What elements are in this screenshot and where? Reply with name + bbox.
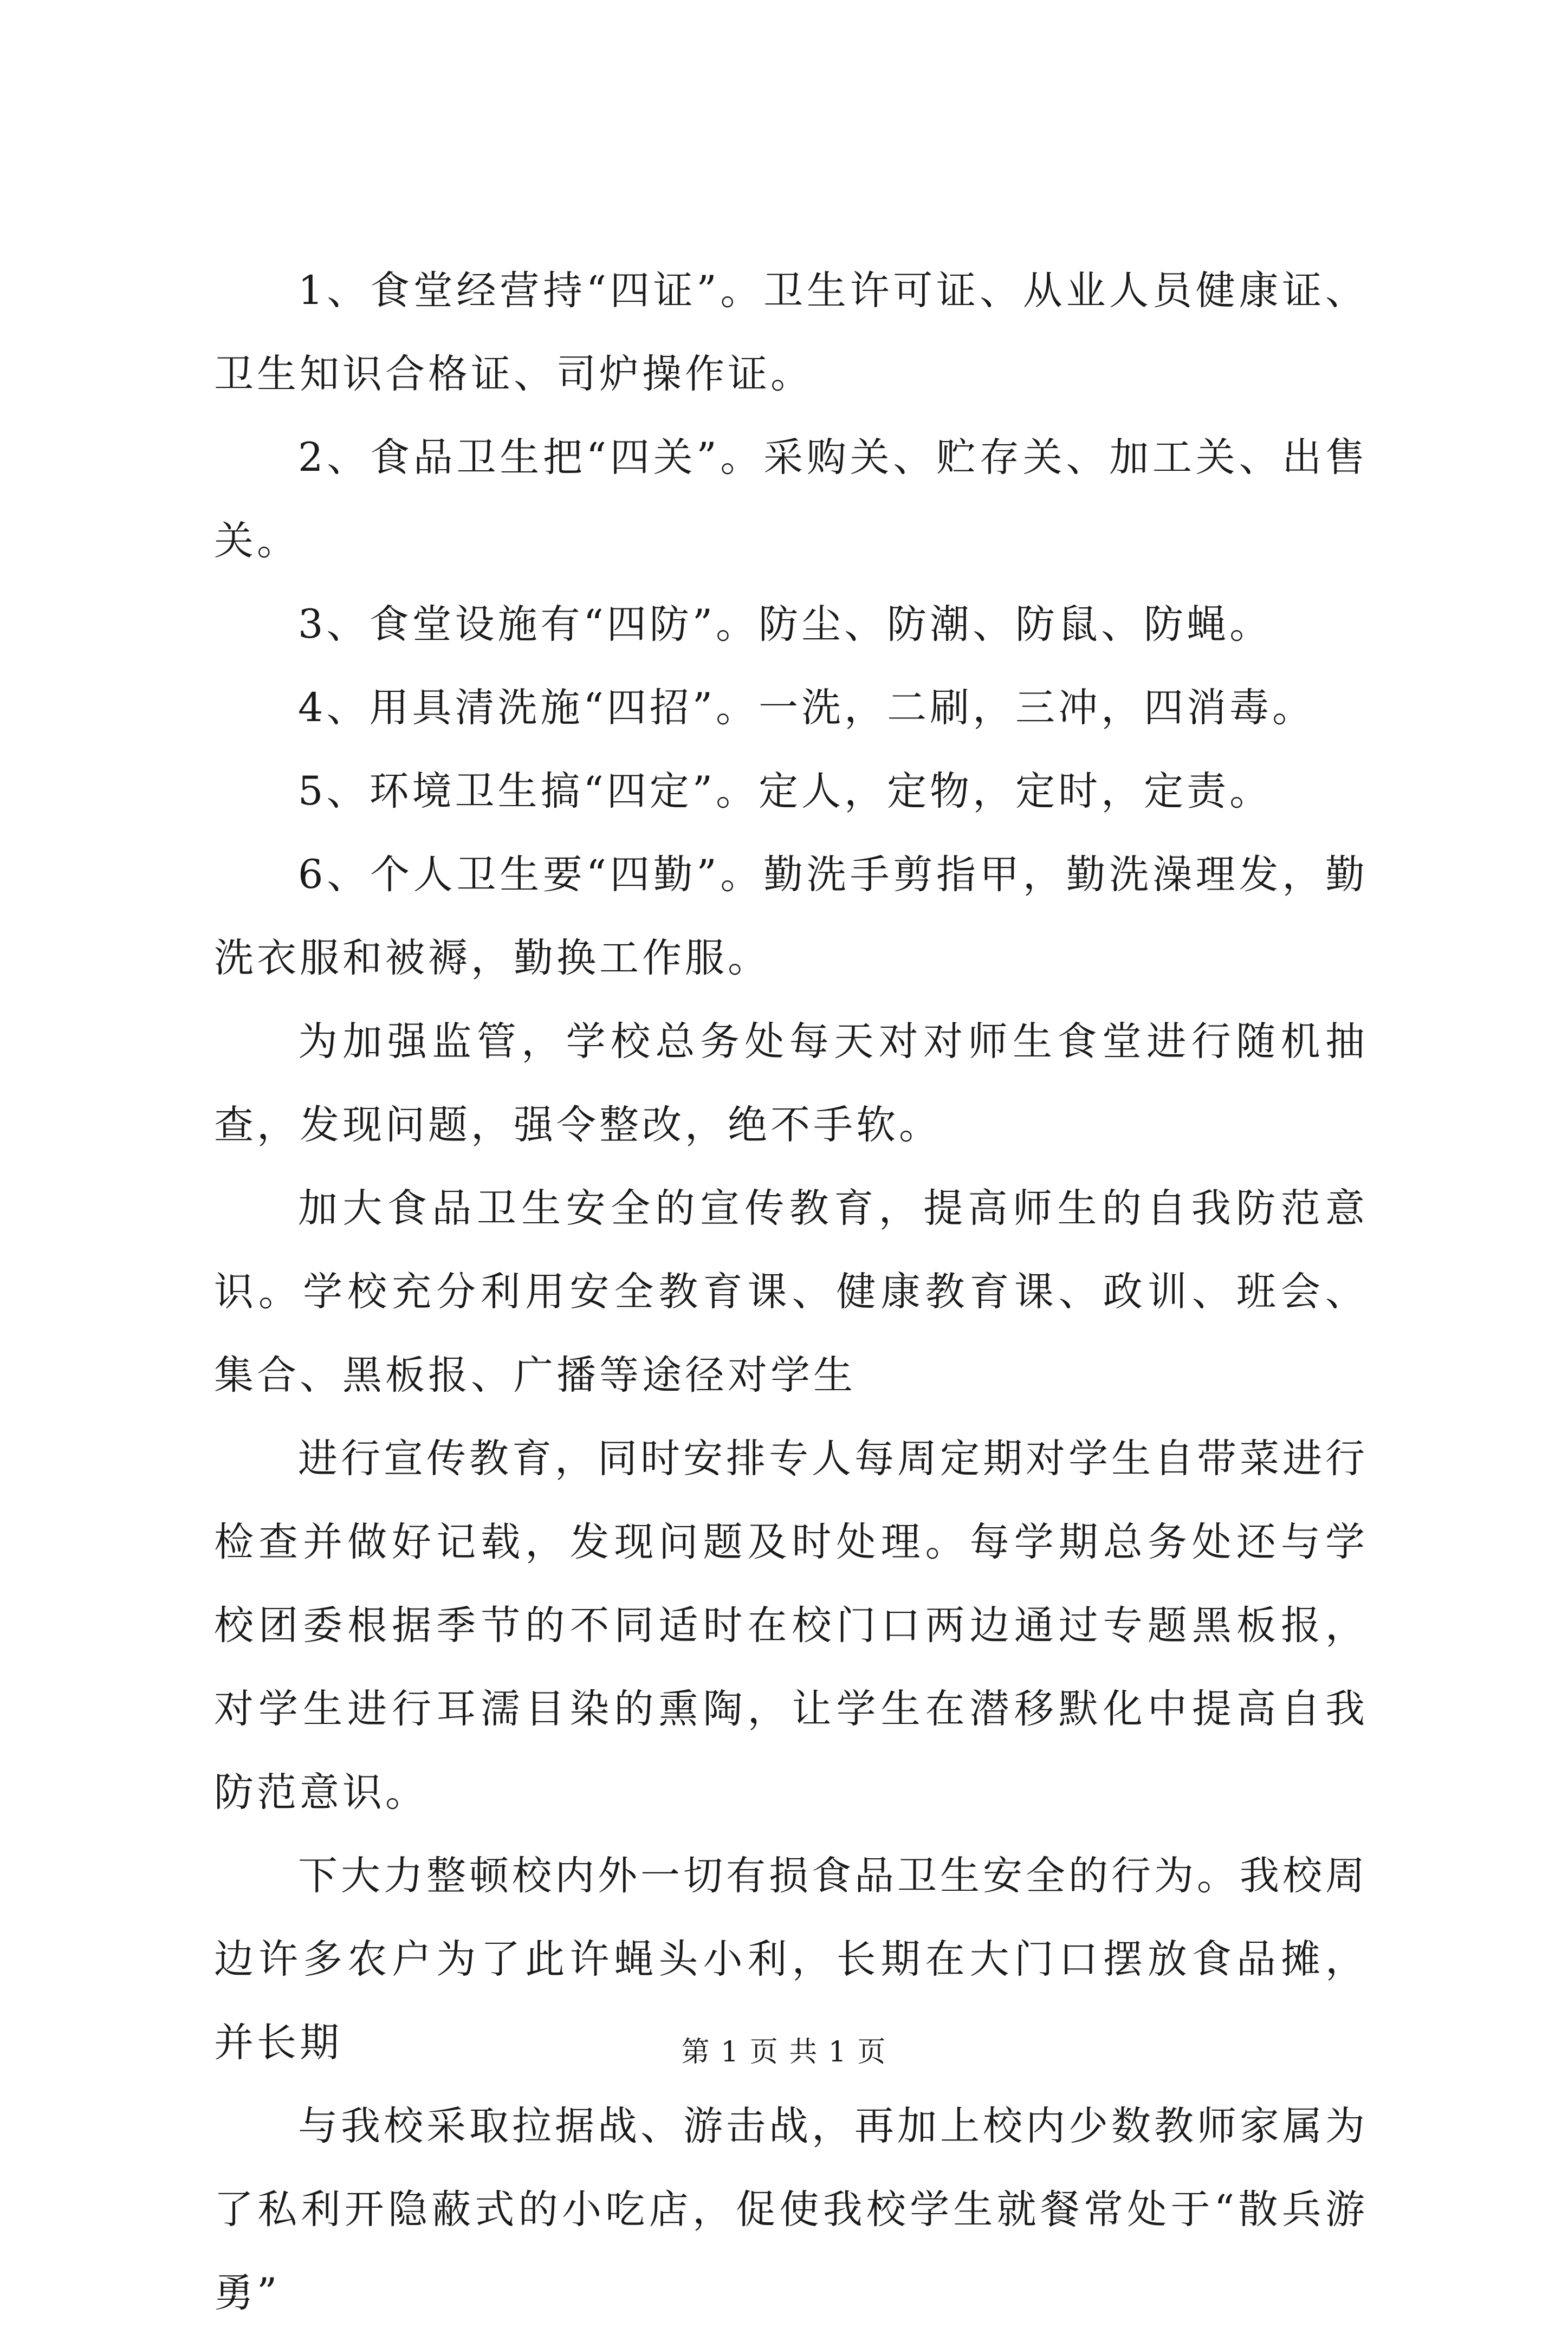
document-body bbox=[214, 249, 1368, 2335]
paragraph-rectification: 下大力整顿校内外一切有损食品卫生安全的行为。我校周边许多农户为了此许蝇头小利，长期在大门口摆放食品摊，并长期 bbox=[214, 1853, 1368, 2066]
paragraph-education-continued: 进行宣传教育，同时安排专人每周定期对学生自带菜进行检查并做好记载，发现问题及时处理。每学期总务处还与学校团委根据季节的不同适时在校门口两边通过专题黑板报，对学生进行耳濡目染的熏陶，让学生在潜移默化中提高自我防范意识。 bbox=[214, 1436, 1368, 1815]
paragraph-supervision: 为加强监管，学校总务处每天对对师生食堂进行随机抽查，发现问题，强令整改，绝不手软。 bbox=[214, 1019, 1368, 1148]
paragraph-rectification-continued: 与我校采取拉据战、游击战，再加上校内少数教师家属为了私利开隐蔽式的小吃店，促使我校学生就餐常处于“散兵游勇” bbox=[214, 2103, 1368, 2316]
page-number-footer: 第 1 页 共 1 页 bbox=[681, 2036, 887, 2068]
paragraph-four-certificates: 1、食堂经营持“四证”。卫生许可证、从业人员健康证、卫生知识合格证、司炉操作证。 bbox=[214, 268, 1368, 397]
paragraph-four-diligences: 6、个人卫生要“四勤”。勤洗手剪指甲，勤洗澡理发，勤洗衣服和被褥，勤换工作服。 bbox=[214, 852, 1368, 981]
paragraph-publicity-education: 加大食品卫生安全的宣传教育，提高师生的自我防范意识。学校充分利用安全教育课、健康教育课、政训、班会、集合、黑板报、广播等途径对学生 bbox=[214, 1185, 1368, 1398]
paragraph-four-cleaning-steps: 4、用具清洗施“四招”。一洗，二刷，三冲，四消毒。 bbox=[298, 685, 1316, 731]
paragraph-four-fixed-duties: 5、环境卫生搞“四定”。定人，定物，定时，定责。 bbox=[298, 768, 1273, 814]
paragraph-four-checks: 2、食品卫生把“四关”。采购关、贮存关、加工关、出售关。 bbox=[214, 434, 1368, 564]
paragraph-four-preventions: 3、食堂设施有“四防”。防尘、防潮、防鼠、防蝇。 bbox=[298, 601, 1273, 647]
